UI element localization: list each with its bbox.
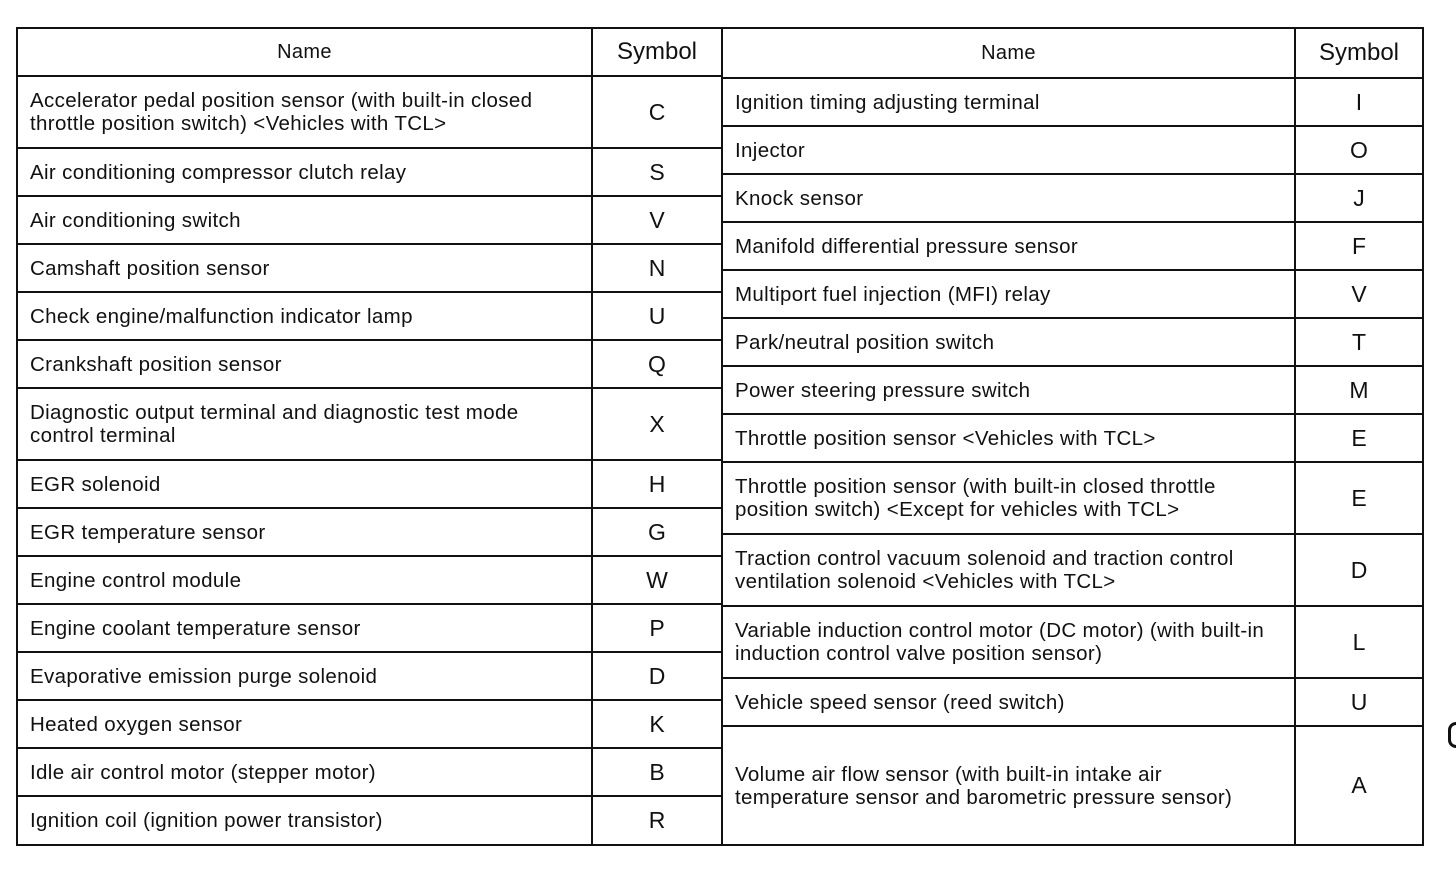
table-row (18, 461, 721, 509)
component-name: Diagnostic output terminal and diagnostic test mode control terminal (18, 389, 593, 459)
component-name: Evaporative emission purge solenoid (18, 653, 593, 699)
component-name: Air conditioning switch (18, 197, 593, 243)
component-name: Air conditioning compressor clutch relay (18, 149, 593, 195)
component-symbol: L (1352, 628, 1366, 655)
column-header-symbol: Symbol (1318, 39, 1400, 66)
component-name: Crankshaft position sensor (18, 341, 593, 387)
component-symbol: A (1351, 772, 1367, 798)
table-row (723, 271, 1422, 319)
page-edge-mark (1448, 722, 1456, 748)
component-name: EGR temperature sensor (18, 509, 593, 555)
component-name: Park/neutral position switch (723, 319, 1296, 365)
component-name: Knock sensor (723, 175, 1296, 221)
component-name: Check engine/malfunction indicator lamp (18, 293, 593, 339)
component-symbol: M (1349, 376, 1369, 403)
table-row (723, 319, 1422, 367)
component-name: Power steering pressure switch (723, 367, 1296, 413)
component-name: Engine control module (18, 557, 593, 603)
component-name: Volume air flow sensor (with built-in intake air temperature sensor and barometric pressure sensor) (723, 727, 1296, 844)
component-symbol: P (649, 614, 665, 641)
table-row (18, 77, 721, 149)
component-symbol: W (646, 566, 668, 593)
column-header-symbol: Symbol (616, 38, 698, 65)
component-name: EGR solenoid (18, 461, 593, 507)
table-row (18, 797, 721, 844)
table-row (723, 223, 1422, 271)
component-name: Engine coolant temperature sensor (18, 605, 593, 651)
table-row (723, 463, 1422, 535)
component-symbol: D (648, 662, 666, 689)
table-row (723, 367, 1422, 415)
column-header-name: Name (18, 29, 593, 75)
table-row (723, 679, 1422, 727)
component-symbol: C (648, 98, 666, 125)
component-symbol: F (1351, 232, 1367, 259)
table-row (723, 607, 1422, 679)
component-name: Injector (723, 127, 1296, 173)
table-row (18, 293, 721, 341)
component-symbol-table (16, 27, 1424, 846)
component-name: Camshaft position sensor (18, 245, 593, 291)
table-row (18, 149, 721, 197)
component-symbol: Q (648, 350, 666, 377)
component-name: Manifold differential pressure sensor (723, 223, 1296, 269)
component-symbol: V (1351, 280, 1367, 307)
component-name: Variable induction control motor (DC motor) (with built-in induction control valve position sensor) (723, 607, 1296, 677)
table-header-row (18, 29, 721, 77)
table-row (18, 749, 721, 797)
component-symbol: S (649, 158, 665, 185)
component-name: Throttle position sensor <Vehicles with TCL> (723, 415, 1296, 461)
component-symbol: J (1353, 184, 1365, 211)
column-header-name: Name (723, 29, 1296, 77)
component-symbol: B (649, 758, 665, 785)
table-row (18, 557, 721, 605)
component-name: Traction control vacuum solenoid and traction control ventilation solenoid <Vehicles with TCL> (723, 535, 1296, 605)
component-name: Throttle position sensor (with built-in closed throttle position switch) <Except for vehicles with TCL> (723, 463, 1296, 533)
component-symbol: R (648, 807, 666, 833)
component-symbol: D (1350, 556, 1368, 583)
component-symbol: E (1351, 424, 1367, 451)
component-symbol: K (649, 710, 665, 737)
table-left-half (18, 29, 723, 844)
table-row (18, 605, 721, 653)
component-symbol: E (1351, 484, 1367, 511)
table-row (723, 127, 1422, 175)
table-row (723, 415, 1422, 463)
table-row (723, 727, 1422, 844)
component-symbol: U (648, 302, 666, 329)
table-row (18, 509, 721, 557)
component-name: Accelerator pedal position sensor (with built-in closed throttle position switch) <Vehicles with TCL> (18, 77, 593, 147)
table-row (18, 653, 721, 701)
table-row (18, 341, 721, 389)
component-name: Heated oxygen sensor (18, 701, 593, 747)
component-symbol: T (1351, 328, 1367, 355)
component-symbol: I (1355, 88, 1363, 115)
table-row (723, 175, 1422, 223)
table-row (723, 79, 1422, 127)
table-row (18, 389, 721, 461)
component-symbol: N (648, 254, 666, 281)
table-row (18, 701, 721, 749)
component-name: Idle air control motor (stepper motor) (18, 749, 593, 795)
table-row (18, 197, 721, 245)
table-row (18, 245, 721, 293)
table-row (723, 535, 1422, 607)
component-symbol: X (649, 410, 665, 437)
component-name: Multiport fuel injection (MFI) relay (723, 271, 1296, 317)
component-symbol: O (1350, 136, 1368, 163)
component-name: Ignition coil (ignition power transistor) (18, 797, 593, 844)
component-symbol: V (649, 206, 665, 233)
component-name: Ignition timing adjusting terminal (723, 79, 1296, 125)
component-name: Vehicle speed sensor (reed switch) (723, 679, 1296, 725)
table-right-half (723, 29, 1422, 844)
component-symbol: G (648, 518, 666, 545)
table-header-row (723, 29, 1422, 79)
component-symbol: H (648, 470, 666, 497)
component-symbol: U (1350, 688, 1368, 715)
